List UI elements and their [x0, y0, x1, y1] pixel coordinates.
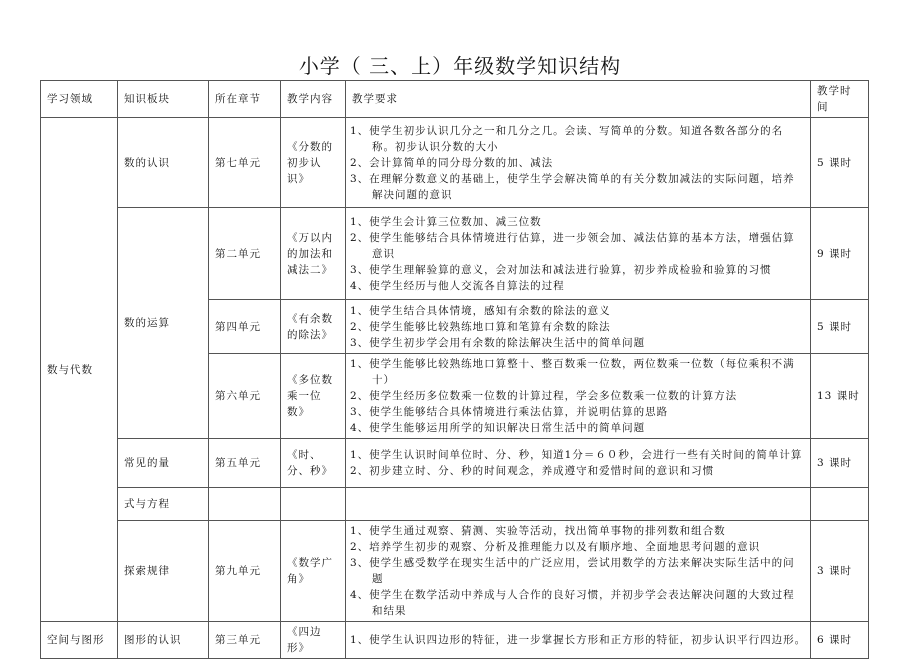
requirement: 1、使学生通过观察、猜测、实验等活动，找出简单事物的排列数和组合数 — [350, 525, 726, 537]
requirement: 4、使学生在数学活动中养成与人合作的良好习惯，并初步学会表达解决问题的大致过程和结果 — [350, 589, 795, 617]
requirement: 2、使学生经历多位数乘一位数的计算过程，学会多位数乘一位数的计算方法 — [350, 390, 738, 402]
requirements-cell — [346, 622, 811, 659]
chapter-cell: 第二单元 — [209, 208, 281, 300]
chapter-cell: 第五单元 — [209, 439, 281, 488]
requirement: 1、使学生会计算三位数加、减三位数 — [350, 215, 542, 228]
chapter-cell: 第四单元 — [209, 300, 281, 354]
block-cell: 探索规律 — [118, 521, 209, 622]
requirements-cell — [346, 208, 811, 300]
header-cell: 所在章节 — [209, 81, 281, 118]
time-cell: 9 课时 — [811, 208, 869, 300]
block-cell: 图形的认识 — [118, 622, 209, 659]
table-row — [41, 439, 869, 488]
requirement: 4、使学生经历与他人交流各自算法的过程 — [350, 279, 565, 292]
table-row — [41, 521, 869, 622]
block-cell: 式与方程 — [118, 488, 209, 521]
requirements-cell — [346, 354, 811, 439]
requirements-cell — [346, 488, 811, 521]
requirement: 1、使学生初步认识几分之一和几分之几。会读、写简单的分数。知道各数各部分的名称。初步认识分数的大小 — [350, 124, 784, 153]
header-cell: 学习领域 — [41, 81, 118, 118]
requirement: 3、使学生能够结合具体情境进行乘法估算，并说明估算的思路 — [350, 406, 669, 418]
chapter-cell: 第七单元 — [209, 118, 281, 208]
chapter-cell: 第三单元 — [209, 622, 281, 659]
chapter-cell: 第六单元 — [209, 354, 281, 439]
requirement: 2、培养学生初步的观察、分析及推理能力以及有顺序地、全面地思考问题的意识 — [350, 541, 761, 553]
time-cell: 13 课时 — [811, 354, 869, 439]
requirement: 3、使学生理解验算的意义，会对加法和减法进行验算，初步养成检验和验算的习惯 — [350, 263, 772, 276]
header-cell: 教学时间 — [811, 81, 869, 118]
page-title: 小学（ 三、上）年级数学知识结构 — [298, 54, 622, 78]
table-row — [41, 118, 869, 208]
table-row — [41, 622, 869, 659]
knowledge-structure-table — [40, 80, 869, 659]
requirement: 2、初步建立时、分、秒的时间观念，养成遵守和爱惜时间的意识和习惯 — [350, 465, 715, 477]
block-cell: 数的认识 — [118, 118, 209, 208]
chapter-cell: 第九单元 — [209, 521, 281, 622]
requirement: 2、使学生能够比较熟练地口算和笔算有余数的除法 — [350, 320, 611, 333]
header-cell: 知识板块 — [118, 81, 209, 118]
header-cell: 教学内容 — [281, 81, 346, 118]
block-cell: 数的运算 — [118, 208, 209, 439]
requirements-cell — [346, 118, 811, 208]
content-cell: 《万以内的加法和减法二》 — [281, 208, 346, 300]
time-cell: 5 课时 — [811, 118, 869, 208]
content-cell: 《数学广角》 — [281, 521, 346, 622]
requirement: 1、使学生认识时间单位时、分、秒，知道1分＝６０秒，会进行一些有关时间的简单计算 — [350, 449, 803, 461]
requirement: 3、使学生感受数学在现实生活中的广泛应用，尝试用数学的方法来解决实际生活中的问题 — [350, 557, 795, 585]
content-cell: 《四边形》 — [281, 622, 346, 659]
content-cell: 《时、分、秒》 — [281, 439, 346, 488]
time-cell: 3 课时 — [811, 439, 869, 488]
content-cell: 《有余数的除法》 — [281, 300, 346, 354]
requirements-cell — [346, 439, 811, 488]
chapter-cell — [209, 488, 281, 521]
content-cell: 《分数的初步认识》 — [281, 118, 346, 208]
table-row — [41, 208, 869, 300]
requirements-cell — [346, 300, 811, 354]
time-cell: 6 课时 — [811, 622, 869, 659]
time-cell — [811, 488, 869, 521]
requirement: 1、使学生结合具体情境，感知有余数的除法的意义 — [350, 304, 611, 317]
table-row — [41, 488, 869, 521]
content-cell — [281, 488, 346, 521]
content-cell: 《多位数乘一位数》 — [281, 354, 346, 439]
requirement: 4、使学生能够运用所学的知识解决日常生活中的简单问题 — [350, 422, 646, 434]
block-cell: 常见的量 — [118, 439, 209, 488]
requirement: 1、使学生能够比较熟练地口算整十、整百数乘一位数，两位数乘一位数（每位乘积不满十） — [350, 358, 795, 386]
requirement: 3、在理解分数意义的基础上，使学生学会解决简单的有关分数加减法的实际问题，培养解决问题的意识 — [350, 172, 795, 201]
requirement: 3、使学生初步学会用有余数的除法解决生活中的简单问题 — [350, 336, 646, 349]
requirement: 1、使学生认识四边形的特征，进一步掌握长方形和正方形的特征，初步认识平行四边形。 — [350, 634, 807, 646]
header-cell: 教学要求 — [346, 81, 811, 118]
domain-cell: 空间与图形 — [41, 622, 118, 659]
header-row — [41, 81, 869, 118]
requirements-cell — [346, 521, 811, 622]
time-cell: 5 课时 — [811, 300, 869, 354]
time-cell: 3 课时 — [811, 521, 869, 622]
requirement: 2、使学生能够结合具体情境进行估算，进一步领会加、减法估算的基本方法，增强估算意识 — [350, 231, 795, 260]
domain-cell: 数与代数 — [41, 118, 118, 622]
requirement: 2、会计算简单的同分母分数的加、减法 — [350, 156, 554, 169]
